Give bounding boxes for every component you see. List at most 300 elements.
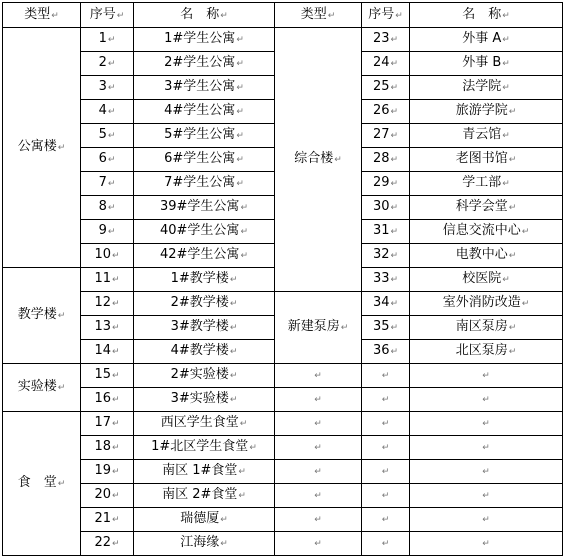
paragraph-mark: ↵ (238, 467, 246, 477)
seq-cell-right-text: 26 (372, 103, 390, 118)
header-seq: 序号↵ (81, 3, 134, 28)
name-cell-text: 7#学生公寓 (164, 175, 236, 190)
paragraph-mark: ↵ (107, 83, 116, 93)
paragraph-mark: ↵ (229, 347, 238, 357)
type-cell-text: 食 堂 (17, 475, 57, 490)
name-cell (134, 28, 275, 52)
table-row (3, 436, 563, 460)
seq-cell-text: 21 (94, 511, 111, 526)
paragraph-mark: ↵ (112, 371, 120, 381)
seq-cell-text: 22 (94, 535, 111, 550)
paragraph-mark: ↵ (314, 515, 322, 525)
name-cell (134, 316, 275, 340)
paragraph-mark: ↵ (249, 443, 257, 453)
empty-seq-cell (362, 508, 410, 532)
seq-cell (81, 100, 134, 124)
paragraph-mark: ↵ (334, 155, 342, 165)
empty-name-cell (410, 532, 563, 556)
name-cell-right (410, 268, 563, 292)
type-cell (3, 412, 81, 556)
paragraph-mark: ↵ (239, 419, 248, 429)
paragraph-mark: ↵ (229, 299, 238, 309)
paragraph-mark: ↵ (482, 539, 490, 549)
paragraph-mark: ↵ (508, 323, 517, 333)
paragraph-mark: ↵ (229, 371, 238, 381)
header-seq-right: 序号↵ (362, 3, 410, 28)
empty-seq-cell (362, 364, 410, 388)
paragraph-mark: ↵ (390, 131, 399, 141)
name-cell (134, 100, 275, 124)
seq-cell-text: 15 (94, 367, 111, 382)
paragraph-mark: ↵ (482, 371, 490, 381)
seq-cell-right (362, 172, 410, 196)
seq-cell (81, 124, 134, 148)
paragraph-mark: ↵ (112, 467, 120, 477)
paragraph-mark: ↵ (112, 347, 120, 357)
paragraph-mark: ↵ (314, 491, 322, 501)
name-cell-right-text: 学工部 (462, 175, 502, 190)
empty-type-cell (275, 484, 362, 508)
name-cell-right-text: 南区泵房 (455, 319, 508, 334)
seq-cell-text: 12 (94, 295, 111, 310)
seq-cell-text: 19 (94, 463, 111, 478)
name-cell-text: 南区 2#食堂 (162, 487, 238, 502)
type-cell-right (275, 28, 362, 292)
header-row (3, 3, 563, 28)
name-cell-text: 江海缘 (180, 535, 220, 550)
seq-cell-right (362, 76, 410, 100)
name-cell-text: 4#教学楼 (170, 343, 229, 358)
name-cell-text: 南区 1#食堂 (162, 463, 238, 478)
seq-cell-right (362, 340, 410, 364)
table-row (3, 364, 563, 388)
empty-type-cell (275, 508, 362, 532)
table-row (3, 388, 563, 412)
paragraph-mark: ↵ (240, 227, 248, 237)
seq-cell (81, 412, 134, 436)
name-cell-text: 2#实验楼 (170, 367, 229, 382)
table-row (3, 460, 563, 484)
seq-cell-right (362, 292, 410, 316)
seq-cell-text: 11 (94, 271, 111, 286)
paragraph-mark: ↵ (229, 395, 238, 405)
paragraph-mark: ↵ (314, 443, 322, 453)
paragraph-mark: ↵ (502, 35, 510, 45)
paragraph-mark: ↵ (57, 311, 66, 321)
seq-cell-right-text: 33 (372, 271, 390, 286)
name-cell (134, 220, 275, 244)
paragraph-mark: ↵ (340, 323, 349, 333)
table-row (3, 532, 563, 556)
paragraph-mark: ↵ (112, 251, 120, 261)
type-cell-text: 实验楼 (17, 379, 57, 394)
seq-cell-right (362, 220, 410, 244)
paragraph-mark: ↵ (112, 323, 120, 333)
paragraph-mark: ↵ (390, 179, 399, 189)
paragraph-mark: ↵ (502, 275, 510, 285)
seq-cell-text: 9 (98, 223, 107, 238)
paragraph-mark: ↵ (381, 395, 390, 405)
paragraph-mark: ↵ (482, 515, 490, 525)
name-cell-text: 4#学生公寓 (164, 103, 236, 118)
seq-cell (81, 484, 134, 508)
name-cell-text: 2#学生公寓 (164, 55, 236, 70)
seq-cell-right-text: 31 (372, 223, 390, 238)
paragraph-mark: ↵ (521, 299, 530, 309)
seq-cell (81, 76, 134, 100)
empty-name-cell (410, 388, 563, 412)
name-cell-right-text: 信息交流中心 (442, 223, 521, 238)
paragraph-mark: ↵ (107, 179, 116, 189)
paragraph-mark: ↵ (112, 515, 120, 525)
seq-cell-right-text: 29 (372, 175, 390, 190)
paragraph-mark: ↵ (220, 539, 228, 549)
paragraph-mark: ↵ (314, 539, 322, 549)
paragraph-mark: ↵ (390, 251, 399, 261)
name-cell (134, 508, 275, 532)
name-cell-right (410, 100, 563, 124)
seq-cell-text: 8 (98, 199, 107, 214)
name-cell-right (410, 148, 563, 172)
name-cell-text: 2#教学楼 (170, 295, 229, 310)
name-cell-right-text: 北区泵房 (455, 343, 508, 358)
table-row (3, 28, 563, 52)
paragraph-mark: ↵ (57, 479, 66, 489)
name-cell-right-text: 外事 B (462, 55, 502, 70)
empty-name-cell (410, 364, 563, 388)
paragraph-mark: ↵ (314, 395, 322, 405)
paragraph-mark: ↵ (112, 419, 120, 429)
seq-cell-right (362, 52, 410, 76)
empty-type-cell (275, 436, 362, 460)
paragraph-mark: ↵ (521, 227, 530, 237)
empty-name-cell (410, 436, 563, 460)
paragraph-mark: ↵ (229, 323, 238, 333)
paragraph-mark: ↵ (381, 371, 390, 381)
paragraph-mark: ↵ (482, 491, 490, 501)
name-cell-text: 3#教学楼 (170, 319, 229, 334)
name-cell (134, 364, 275, 388)
seq-cell-right (362, 124, 410, 148)
name-cell (134, 196, 275, 220)
type-cell (3, 268, 81, 364)
seq-cell-right-text: 30 (372, 199, 390, 214)
paragraph-mark: ↵ (107, 155, 116, 165)
seq-cell-text: 20 (94, 487, 111, 502)
empty-seq-cell (362, 484, 410, 508)
header-type-right: 类型↵ (275, 3, 362, 28)
paragraph-mark: ↵ (381, 539, 390, 549)
seq-cell (81, 28, 134, 52)
seq-cell-text: 18 (94, 439, 111, 454)
empty-type-cell (275, 532, 362, 556)
seq-cell-text: 7 (98, 175, 107, 190)
name-cell-text: 39#学生公寓 (160, 199, 240, 214)
empty-type-cell (275, 364, 362, 388)
seq-cell (81, 148, 134, 172)
name-cell-right (410, 124, 563, 148)
seq-cell (81, 292, 134, 316)
seq-cell-right-text: 24 (372, 55, 390, 70)
seq-cell (81, 388, 134, 412)
empty-name-cell (410, 412, 563, 436)
paragraph-mark: ↵ (112, 539, 120, 549)
header-type: 类型↵ (3, 3, 81, 28)
empty-name-cell (410, 508, 563, 532)
empty-type-cell (275, 388, 362, 412)
seq-cell-right (362, 316, 410, 340)
name-cell (134, 532, 275, 556)
paragraph-mark: ↵ (390, 107, 399, 117)
empty-name-cell (410, 460, 563, 484)
paragraph-mark: ↵ (314, 419, 322, 429)
paragraph-mark: ↵ (381, 443, 390, 453)
paragraph-mark: ↵ (107, 203, 116, 213)
seq-cell-right (362, 28, 410, 52)
name-cell (134, 436, 275, 460)
paragraph-mark: ↵ (508, 203, 517, 213)
seq-cell (81, 316, 134, 340)
paragraph-mark: ↵ (482, 395, 490, 405)
seq-cell-right (362, 268, 410, 292)
table-row (3, 484, 563, 508)
type-cell-right-text: 综合楼 (294, 151, 334, 166)
paragraph-mark: ↵ (508, 347, 517, 357)
type-cell-right-text: 新建泵房 (287, 319, 340, 334)
name-cell-right (410, 196, 563, 220)
seq-cell-right (362, 100, 410, 124)
paragraph-mark: ↵ (57, 383, 66, 393)
seq-cell (81, 172, 134, 196)
name-cell-right-text: 青云馆 (462, 127, 502, 142)
paragraph-mark: ↵ (236, 155, 244, 165)
paragraph-mark: ↵ (112, 275, 120, 285)
name-cell-right (410, 292, 563, 316)
seq-cell-text: 16 (94, 391, 111, 406)
name-cell-right-text: 法学院 (462, 79, 502, 94)
name-cell-right (410, 28, 563, 52)
seq-cell-text: 2 (98, 55, 107, 70)
empty-name-cell (410, 484, 563, 508)
name-cell-text: 西区学生食堂 (160, 415, 239, 430)
paragraph-mark: ↵ (381, 419, 390, 429)
paragraph-mark: ↵ (240, 203, 248, 213)
table-row (3, 508, 563, 532)
name-cell-right (410, 244, 563, 268)
header-name: 名 称↵ (134, 3, 275, 28)
paragraph-mark: ↵ (381, 515, 390, 525)
seq-cell (81, 52, 134, 76)
paragraph-mark: ↵ (502, 179, 510, 189)
paragraph-mark: ↵ (236, 107, 244, 117)
seq-cell (81, 364, 134, 388)
paragraph-mark: ↵ (482, 443, 490, 453)
empty-seq-cell (362, 388, 410, 412)
seq-cell-right-text: 28 (372, 151, 390, 166)
name-cell-right (410, 316, 563, 340)
paragraph-mark: ↵ (390, 203, 399, 213)
name-cell-right (410, 76, 563, 100)
name-cell-right (410, 172, 563, 196)
paragraph-mark: ↵ (508, 107, 517, 117)
seq-cell-right-text: 27 (372, 127, 390, 142)
seq-cell (81, 220, 134, 244)
name-cell (134, 484, 275, 508)
paragraph-mark: ↵ (107, 227, 116, 237)
seq-cell-right-text: 25 (372, 79, 390, 94)
paragraph-mark: ↵ (508, 155, 517, 165)
empty-seq-cell (362, 460, 410, 484)
empty-seq-cell (362, 436, 410, 460)
paragraph-mark: ↵ (390, 35, 399, 45)
seq-cell-text: 17 (94, 415, 111, 430)
type-cell (3, 364, 81, 412)
type-cell (3, 28, 81, 268)
seq-cell-text: 5 (98, 127, 107, 142)
seq-cell (81, 508, 134, 532)
empty-seq-cell (362, 412, 410, 436)
seq-cell-text: 1 (98, 31, 107, 46)
empty-type-cell (275, 460, 362, 484)
paragraph-mark: ↵ (236, 35, 244, 45)
name-cell (134, 52, 275, 76)
name-cell-right (410, 340, 563, 364)
paragraph-mark: ↵ (229, 275, 238, 285)
seq-cell-text: 3 (98, 79, 107, 94)
paragraph-mark: ↵ (236, 179, 244, 189)
name-cell-text: 42#学生公寓 (160, 247, 240, 262)
table-row (3, 292, 563, 316)
seq-cell-right-text: 35 (372, 319, 390, 334)
paragraph-mark: ↵ (238, 491, 246, 501)
paragraph-mark: ↵ (57, 143, 66, 153)
name-cell (134, 340, 275, 364)
seq-cell-right (362, 196, 410, 220)
name-cell-text: 1#教学楼 (170, 271, 229, 286)
seq-cell (81, 460, 134, 484)
name-cell-text: 1#北区学生食堂 (151, 439, 249, 454)
paragraph-mark: ↵ (482, 419, 490, 429)
paragraph-mark: ↵ (502, 131, 510, 141)
empty-type-cell (275, 412, 362, 436)
paragraph-mark: ↵ (502, 83, 510, 93)
name-cell-right (410, 220, 563, 244)
table-row (3, 412, 563, 436)
name-cell (134, 172, 275, 196)
paragraph-mark: ↵ (390, 275, 399, 285)
name-cell-right-text: 电教中心 (455, 247, 508, 262)
paragraph-mark: ↵ (390, 83, 399, 93)
name-cell-right-text: 外事 A (462, 31, 502, 46)
paragraph-mark: ↵ (112, 443, 120, 453)
name-cell-right-text: 科学会堂 (455, 199, 508, 214)
seq-cell (81, 532, 134, 556)
paragraph-mark: ↵ (112, 299, 120, 309)
name-cell-text: 3#学生公寓 (164, 79, 236, 94)
seq-cell (81, 340, 134, 364)
name-cell-right-text: 校医院 (462, 271, 502, 286)
seq-cell (81, 268, 134, 292)
name-cell (134, 124, 275, 148)
seq-cell-text: 10 (94, 247, 111, 262)
header-name-right: 名 称↵ (410, 3, 563, 28)
paragraph-mark: ↵ (390, 347, 399, 357)
empty-seq-cell (362, 532, 410, 556)
paragraph-mark: ↵ (390, 299, 399, 309)
seq-cell (81, 196, 134, 220)
paragraph-mark: ↵ (381, 491, 390, 501)
paragraph-mark: ↵ (107, 131, 116, 141)
name-cell-text: 40#学生公寓 (160, 223, 240, 238)
paragraph-mark: ↵ (482, 467, 490, 477)
paragraph-mark: ↵ (390, 59, 399, 69)
paragraph-mark: ↵ (314, 467, 322, 477)
paragraph-mark: ↵ (112, 395, 120, 405)
name-cell-right (410, 52, 563, 76)
type-cell-text: 公寓楼 (17, 139, 57, 154)
type-cell-right (275, 292, 362, 364)
seq-cell-right-text: 32 (372, 247, 390, 262)
name-cell-text: 3#实验楼 (170, 391, 229, 406)
seq-cell (81, 244, 134, 268)
name-cell-text: 瑞德厦 (180, 511, 220, 526)
seq-cell-right (362, 244, 410, 268)
seq-cell-right-text: 34 (372, 295, 390, 310)
name-cell-right-text: 老图书馆 (455, 151, 508, 166)
paragraph-mark: ↵ (502, 59, 510, 69)
seq-cell-text: 14 (94, 343, 111, 358)
paragraph-mark: ↵ (236, 131, 244, 141)
paragraph-mark: ↵ (236, 59, 244, 69)
name-cell (134, 292, 275, 316)
name-cell (134, 412, 275, 436)
seq-cell (81, 436, 134, 460)
paragraph-mark: ↵ (390, 227, 399, 237)
name-cell-right-text: 旅游学院 (455, 103, 508, 118)
paragraph-mark: ↵ (112, 491, 120, 501)
paragraph-mark: ↵ (107, 35, 116, 45)
name-cell-text: 6#学生公寓 (164, 151, 236, 166)
name-cell (134, 148, 275, 172)
name-cell-right-text: 室外消防改造 (442, 295, 521, 310)
name-cell (134, 244, 275, 268)
name-cell (134, 388, 275, 412)
seq-cell-text: 13 (94, 319, 111, 334)
paragraph-mark: ↵ (240, 251, 248, 261)
paragraph-mark: ↵ (381, 467, 390, 477)
paragraph-mark: ↵ (220, 515, 228, 525)
building-table (2, 2, 563, 556)
seq-cell-text: 6 (98, 151, 107, 166)
seq-cell-text: 4 (98, 103, 107, 118)
paragraph-mark: ↵ (236, 83, 244, 93)
name-cell-text: 5#学生公寓 (164, 127, 236, 142)
paragraph-mark: ↵ (314, 371, 322, 381)
seq-cell-right (362, 148, 410, 172)
seq-cell-right-text: 36 (372, 343, 390, 358)
paragraph-mark: ↵ (390, 155, 399, 165)
paragraph-mark: ↵ (107, 59, 116, 69)
paragraph-mark: ↵ (508, 251, 517, 261)
name-cell-text: 1#学生公寓 (164, 31, 236, 46)
paragraph-mark: ↵ (390, 323, 399, 333)
table-body (3, 3, 563, 556)
type-cell-text: 教学楼 (17, 307, 57, 322)
name-cell (134, 460, 275, 484)
seq-cell-right-text: 23 (372, 31, 390, 46)
name-cell (134, 76, 275, 100)
name-cell (134, 268, 275, 292)
